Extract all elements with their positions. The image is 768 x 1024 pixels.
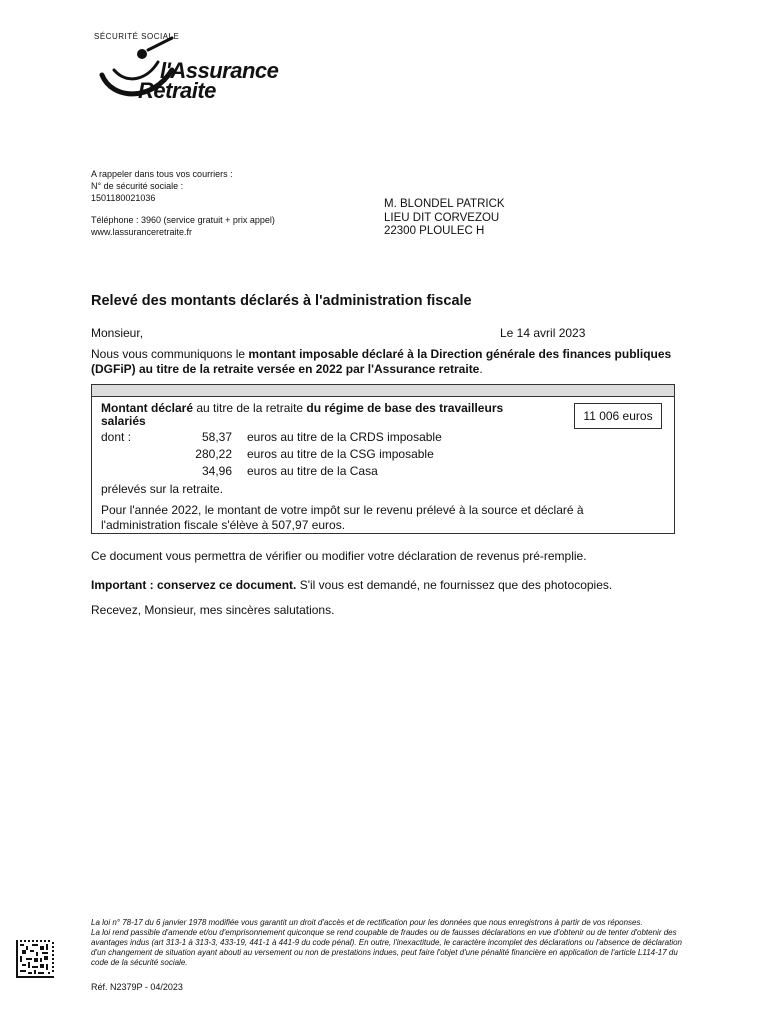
recipient-address: [384, 198, 505, 239]
important-text: S'il vous est demandé, ne fournissez que des photocopies.: [296, 578, 613, 592]
important-paragraph: [91, 578, 691, 592]
box-title: [101, 402, 551, 427]
tax-line: Pour l'année 2022, le montant de votre impôt sur le revenu prélevé à la source et déclaré à l'administration fiscale s'élève à 507,97 euros.: [101, 503, 584, 532]
reference-number: Réf. N2379P - 04/2023: [91, 982, 183, 992]
preleves-text: prélevés sur la retraite.: [101, 482, 224, 496]
recipient-name: M. BLONDEL PATRICK: [384, 198, 505, 210]
datamatrix-code-icon: [16, 940, 54, 978]
box-title-plain: au titre de la retraite: [193, 401, 307, 415]
csg-value: 280,22: [195, 447, 232, 461]
document-title: Relevé des montants déclarés à l'administration fiscale: [91, 293, 472, 309]
sender-info: [91, 168, 351, 238]
logo-arc-text: SÉCURITÉ SOCIALE: [94, 32, 180, 41]
legal-notice-1: La loi n° 78-17 du 6 janvier 1978 modifiée vous garantit un droit d'accès et de rectification pour les données que nous enregistrons à partir de vos réponses.: [91, 918, 643, 927]
total-amount: 11 006 euros: [574, 403, 662, 429]
intro-bold: montant imposable déclaré à la Direction générale des finances publiques (DGFiP) au titre de la retraite versée en 2022 par l'Assurance retraite: [91, 347, 672, 376]
legal-notice-2: La loi rend passible d'amende et/ou d'emprisonnement quiconque se rend coupable de fraudes ou de fausses déclarations en vue d'obtenir ou de tenter d'obtenir des avantages indus (art 313-1 à 313-3, 433-19, 441-1 à 441-9 du code pénal). En outre, l'inexactitude, le caractère incomplet des déclarations ou l'absence de déclaration d'un changement de situation ayant abouti au versement ou non de prestations indues, peut faire l'objet d'une pénalité financière en application de l'article L114-17 du code de la sécurité sociale.: [91, 928, 682, 967]
ssn-label: N° de sécurité sociale :: [91, 181, 184, 191]
casa-value: 34,96: [201, 464, 232, 478]
box-header-bar: [92, 385, 674, 397]
recall-label: A rappeler dans tous vos courriers :: [91, 169, 233, 179]
closing-paragraph: Recevez, Monsieur, mes sincères salutations.: [91, 603, 335, 617]
recipient-line1: LIEU DIT CORVEZOU: [384, 211, 500, 224]
intro-paragraph: [91, 347, 681, 376]
recipient-line2: 22300 PLOULEC H: [384, 225, 485, 237]
logo-line1: l'Assurance: [160, 58, 279, 83]
crds-value: 58,37: [201, 430, 232, 444]
logo-line2: Retraite: [138, 78, 216, 103]
verify-paragraph: Ce document vous permettra de vérifier ou modifier votre déclaration de revenus pré-remplie.: [91, 549, 587, 563]
letter-date: Le 14 avril 2023: [500, 326, 586, 340]
casa-label: euros au titre de la Casa: [247, 464, 378, 478]
box-title-bold2: du régime de base des travailleurs salariés: [101, 401, 504, 428]
legal-notice: [91, 918, 683, 968]
website-link[interactable]: www.lassuranceretraite.fr: [91, 227, 193, 237]
important-bold: Important : conservez ce document.: [91, 578, 297, 592]
salutation: Monsieur,: [91, 326, 144, 340]
phone-text: Téléphone : 3960 (service gratuit + prix appel): [91, 215, 275, 225]
ssn-value: 1501180021036: [91, 193, 156, 203]
crds-label: euros au titre de la CRDS imposable: [247, 430, 442, 444]
box-title-bold1: Montant déclaré: [101, 401, 194, 415]
assurance-retraite-logo: [92, 30, 347, 120]
intro-end: .: [479, 361, 483, 376]
dont-label: dont :: [101, 430, 132, 444]
csg-label: euros au titre de la CSG imposable: [247, 447, 434, 461]
intro-text: Nous vous communiquons le: [91, 347, 249, 361]
declared-amount-box: [91, 384, 675, 534]
